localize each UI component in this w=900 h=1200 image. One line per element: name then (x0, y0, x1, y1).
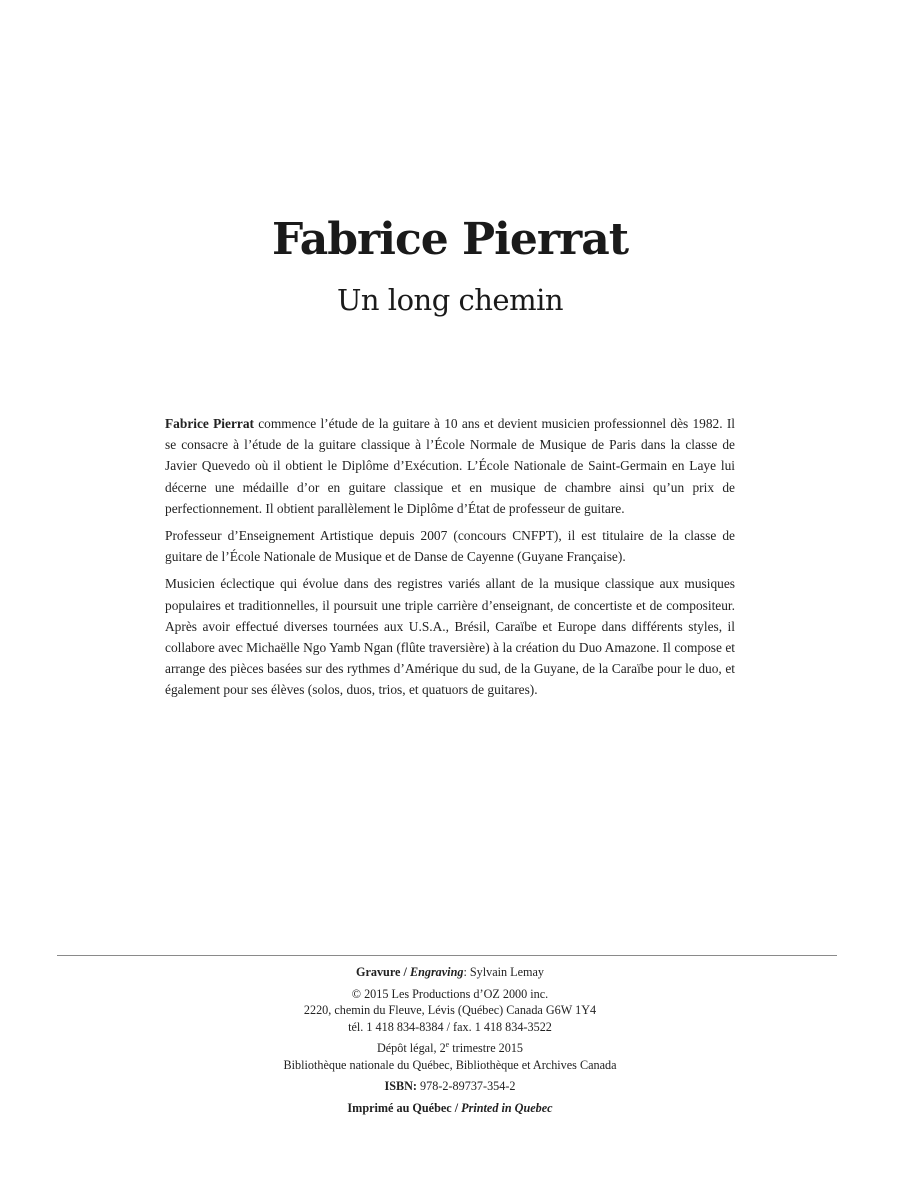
legal-deposit-superscript: e (445, 1039, 450, 1049)
isbn-value: 978-2-89737-354-2 (417, 1079, 516, 1093)
bio-paragraph-2: Professeur d’Enseignement Artistique depuis 2007 (concours CNFPT), il est titulaire de la classe de guitare de l’École Nationale de Musique et de Danse de Cayenne (Guyane Française). (165, 528, 735, 565)
bio-author-name: Fabrice Pierrat (165, 416, 254, 431)
engraver-name: : Sylvain Lemay (463, 965, 545, 979)
engraving-credit (0, 964, 900, 981)
page-title: Fabrice Pierrat (271, 214, 629, 265)
engraving-separator: / (400, 965, 410, 979)
copyright-line: © 2015 Les Productions d’OZ 2000 inc. (351, 986, 549, 1001)
printed-in-line (0, 1100, 900, 1117)
printed-in-en: Printed in Quebec (461, 1100, 553, 1115)
printed-in-separator: / (451, 1100, 462, 1115)
legal-deposit (0, 1040, 900, 1057)
isbn-label: ISBN: (384, 1079, 417, 1093)
publisher-address: 2220, chemin du Fleuve, Lévis (Québec) Canada G6W 1Y4 (303, 1003, 597, 1017)
engraving-label-fr: Gravure (355, 965, 401, 979)
page-subtitle: Un long chemin (336, 283, 564, 317)
engraving-label-en: Engraving (409, 965, 464, 979)
libraries-line: Bibliothèque nationale du Québec, Bibliothèque et Archives Canada (283, 1057, 617, 1072)
isbn-line (0, 1078, 900, 1095)
legal-deposit-suffix: trimestre 2015 (449, 1041, 524, 1055)
divider (57, 955, 837, 956)
publisher-phone: tél. 1 418 834-8384 / fax. 1 418 834-3522 (348, 1019, 552, 1034)
bio-paragraph-1-text: commence l’étude de la guitare à 10 ans et devient musicien professionnel dès 1982. Il se consacre à l’étude de la guitare classique à l’École Normale de Musique de Paris dans la classe de Javier Quevedo où il obtient le Diplôme d’Exécution. L’École Nationale de Saint-Germain en Laye lui décerne une médaille d’or en guitare classique et en musique de chambre ainsi qu’un prix de perfectionnement. Il obtient parallèlement le Diplôme d’État de professeur de guitare. (165, 416, 736, 516)
bio-paragraph-3: Musicien éclectique qui évolue dans des registres variés allant de la musique classique aux musiques populaires et traditionnelles, il poursuit une triple carrière d’enseignant, de concertiste et de compositeur. Après avoir effectué diverses tournées aux U.S.A., Brésil, Caraïbe et Europe dans différents styles, il collabore avec Michaëlle Ngo Yamb Ngan (flûte traversière) à la création du Duo Amazone. Il compose et arrange des pièces basées sur des rythmes d’Amérique du sud, de la Guyane, de la Caraïbe pour le duo, et également pour ses élèves (solos, duos, trios, et quatuors de guitares). (165, 576, 735, 698)
legal-deposit-prefix: Dépôt légal, 2 (376, 1041, 446, 1055)
colophon (0, 964, 900, 1116)
bio-paragraph-1 (165, 413, 735, 519)
biography (165, 413, 735, 707)
printed-in-fr: Imprimé au Québec (347, 1100, 452, 1115)
